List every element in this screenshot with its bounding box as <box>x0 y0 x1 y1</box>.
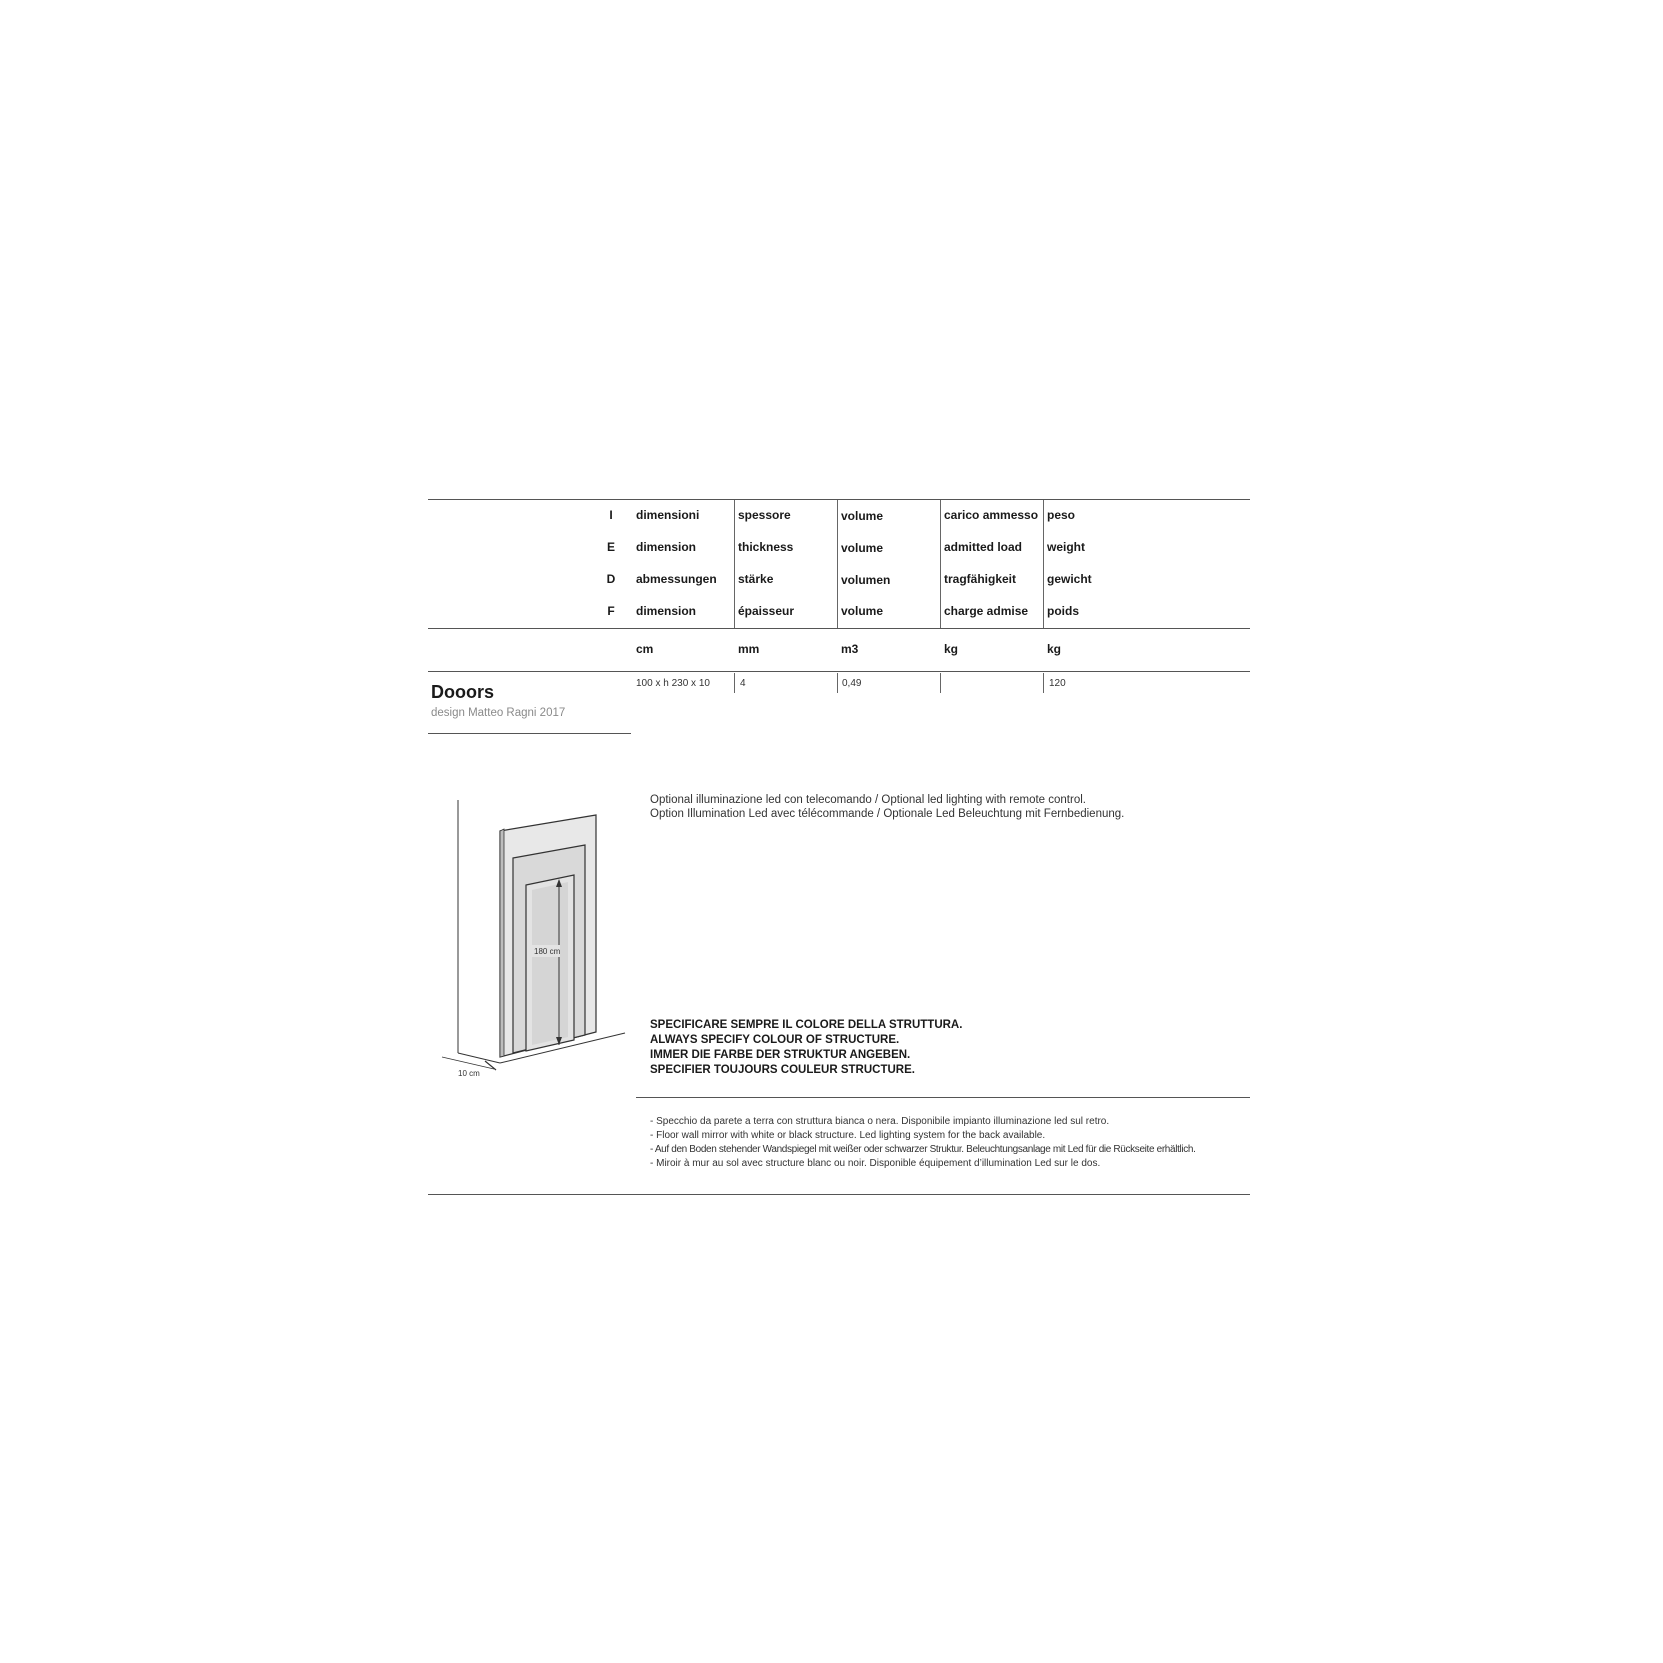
header-weight-fr: poids <box>1047 604 1079 618</box>
header-volume-fr: volume <box>841 604 884 618</box>
product-rule <box>428 733 631 734</box>
language-code-german: D <box>606 572 616 586</box>
header-load-en: admitted load <box>944 540 1023 554</box>
description-de: - Auf den Boden stehender Wandspiegel mit weißer oder schwarzer Struktur. Beleuchtungsanlage mit Led für die Rückseite erhältlich. <box>650 1144 1196 1155</box>
column-divider <box>940 500 941 628</box>
header-weight-de: gewicht <box>1047 572 1092 586</box>
optional-lighting-line-1: Optional illuminazione led con telecomando / Optional led lighting with remote control. <box>650 794 1086 806</box>
column-divider <box>1043 500 1044 628</box>
header-dimension-fr: dimension <box>636 604 697 618</box>
header-thickness-it: spessore <box>738 508 791 522</box>
mirror-drawing <box>430 795 630 1085</box>
description-en: - Floor wall mirror with white or black structure. Led lighting system for the back available. <box>650 1130 1046 1141</box>
unit-weight: kg <box>1047 642 1062 656</box>
header-thickness-de: stärke <box>738 572 774 586</box>
header-thickness-fr: épaisseur <box>738 604 795 618</box>
description-fr: - Miroir à mur au sol avec structure blanc ou noir. Disponible équipement d’illumination Led sur le dos. <box>650 1158 1101 1169</box>
column-divider <box>734 500 735 628</box>
mirror-outer-edge <box>500 829 504 1057</box>
product-name: Dooors <box>431 682 494 702</box>
header-volume-it: volume <box>841 509 884 523</box>
description-it: - Specchio da parete a terra con struttura bianca o nera. Disponibile impianto illuminazione led sul retro. <box>650 1116 1110 1127</box>
depth-label: 10 cm <box>458 1069 480 1078</box>
header-dimension-en: dimension <box>636 540 697 554</box>
header-load-fr: charge admise <box>944 604 1029 618</box>
unit-dimension: cm <box>636 642 654 656</box>
notice-line-de: IMMER DIE FARBE DER STRUKTUR ANGEBEN. <box>650 1049 911 1061</box>
value-divider <box>940 673 941 693</box>
header-dimension-it: dimensioni <box>636 508 700 522</box>
unit-thickness: mm <box>738 642 760 656</box>
header-volume-en: volume <box>841 541 884 555</box>
table-top-rule <box>428 499 1250 500</box>
depth-dimension-line <box>442 1057 494 1069</box>
language-code-french: F <box>607 604 615 618</box>
header-weight-en: weight <box>1047 540 1085 554</box>
value-divider <box>837 673 838 693</box>
mirror-reflection <box>532 882 568 1045</box>
header-weight-it: peso <box>1047 508 1076 522</box>
header-load-it: carico ammesso <box>944 508 1039 522</box>
height-label: 180 cm <box>534 947 561 956</box>
header-dimension-de: abmessungen <box>636 572 717 586</box>
notice-line-fr: SPECIFIER TOUJOURS COULEUR STRUCTURE. <box>650 1064 915 1076</box>
language-code-italian: I <box>609 508 613 522</box>
value-weight: 120 <box>1049 678 1066 689</box>
value-divider <box>734 673 735 693</box>
value-dimension: 100 x h 230 x 10 <box>636 678 710 689</box>
notice-rule <box>636 1097 1250 1098</box>
bottom-rule <box>428 1194 1250 1195</box>
header-load-de: tragfähigkeit <box>944 572 1017 586</box>
header-volume-de: volumen <box>841 573 891 587</box>
value-divider <box>1043 673 1044 693</box>
column-divider <box>837 500 838 628</box>
wall-floor-line <box>458 1053 500 1063</box>
header-thickness-en: thickness <box>738 540 794 554</box>
unit-load: kg <box>944 642 959 656</box>
notice-line-en: ALWAYS SPECIFY COLOUR OF STRUCTURE. <box>650 1034 900 1046</box>
optional-lighting-line-2: Option Illumination Led avec télécommande / Optionale Led Beleuchtung mit Fernbedienung. <box>650 808 1125 820</box>
language-code-english: E <box>606 540 615 554</box>
value-volume: 0,49 <box>842 678 862 689</box>
notice-line-it: SPECIFICARE SEMPRE IL COLORE DELLA STRUTTURA. <box>650 1019 963 1031</box>
table-unit-rule <box>428 671 1250 672</box>
product-designer: design Matteo Ragni 2017 <box>431 707 566 719</box>
unit-volume: m3 <box>841 642 859 656</box>
table-header-rule <box>428 628 1250 629</box>
value-thickness: 4 <box>740 678 746 689</box>
